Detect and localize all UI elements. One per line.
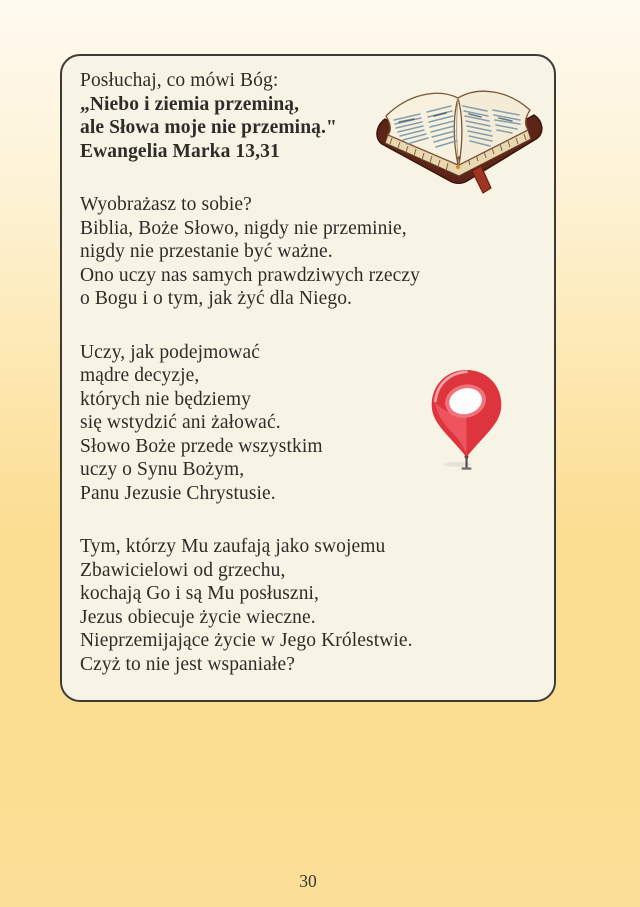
text-line: kochają Go i są Mu posłuszni, (80, 583, 320, 604)
text-line: o Bogu i o tym, jak żyć dla Niego. (80, 288, 353, 309)
quote-line: ale Słowa moje nie przeminą." (80, 117, 337, 138)
paragraph-3 (80, 341, 540, 506)
text-line: Zbawicielowi od grzechu, (80, 559, 286, 581)
text-line: uczy o Synu Bożym, (80, 459, 245, 480)
page-number: 30 (299, 871, 317, 891)
text-line: których nie będziemy (80, 388, 251, 410)
page-text (80, 69, 540, 706)
text-line: Ono uczy nas samych prawdziwych rzeczy (80, 264, 421, 286)
text-line: nigdy nie przestanie być ważne. (80, 241, 333, 262)
text-line: Panu Jezusie Chrystusie. (80, 482, 276, 504)
text-line: Jezus obiecuje życie wieczne. (80, 606, 316, 628)
page-footer (60, 871, 556, 892)
paragraph-4 (80, 535, 540, 676)
text-line: Tym, którzy Mu zaufają jako swojemu (80, 536, 386, 557)
text-line: Wyobrażasz to sobie? (80, 194, 252, 215)
text-line: Biblia, Boże Słowo, nigdy nie przeminie, (80, 217, 407, 239)
content-card (60, 54, 556, 702)
text-line: Czyż to nie jest wspaniałe? (80, 653, 295, 675)
text-line: Nieprzemijające życie w Jego Królestwie. (80, 630, 413, 651)
quote-line: „Niebo i ziemia przeminą, (80, 93, 300, 115)
text-line: Uczy, jak podejmować (80, 341, 260, 363)
text-line: Słowo Boże przede wszystkim (80, 435, 323, 457)
paragraph-2 (80, 193, 540, 311)
quote-intro-line: Posłuchaj, co mówi Bóg: (80, 70, 279, 91)
quote-paragraph (80, 69, 540, 163)
quote-source-line: Ewangelia Marka 13,31 (80, 140, 280, 162)
text-line: się wstydzić ani żałować. (80, 412, 281, 433)
text-line: mądre decyzje, (80, 365, 200, 386)
